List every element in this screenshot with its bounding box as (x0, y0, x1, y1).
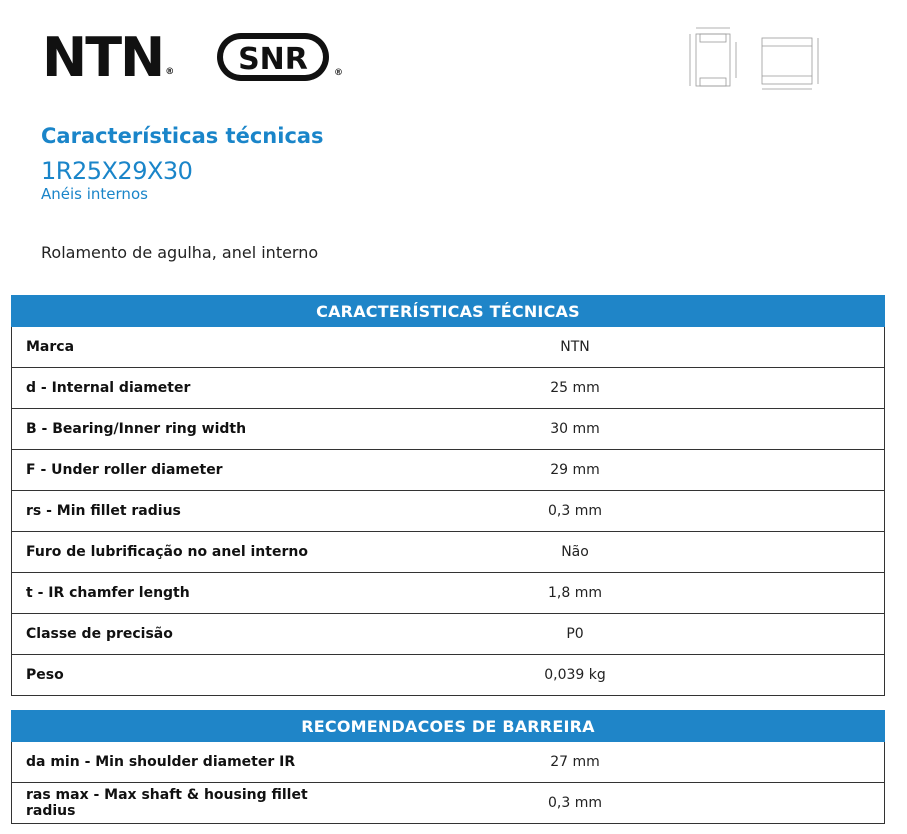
row-label: da min - Min shoulder diameter IR (12, 742, 357, 783)
row-value: Não (356, 532, 885, 573)
row-value: 1,8 mm (356, 573, 885, 614)
row-value: NTN (356, 327, 885, 368)
row-value: 27 mm (356, 742, 885, 783)
snr-logo (214, 30, 332, 84)
ntn-registered-mark: ® (165, 67, 175, 77)
row-label: Furo de lubrificação no anel interno (12, 532, 357, 573)
row-value: 25 mm (356, 368, 885, 409)
row-value: 0,039 kg (356, 655, 885, 696)
row-label: ras max - Max shaft & housing fillet radius (12, 783, 357, 824)
row-label: Classe de precisão (12, 614, 357, 655)
table-row (12, 573, 885, 614)
row-label: rs - Min fillet radius (12, 491, 357, 532)
row-value: P0 (356, 614, 885, 655)
product-category: Anéis internos (41, 185, 148, 203)
tech-specs-heading: CARACTERÍSTICAS TÉCNICAS (12, 296, 885, 327)
table-row (12, 614, 885, 655)
snr-logo-text: SNR (238, 42, 308, 77)
row-label: Marca (12, 327, 357, 368)
barrier-recommendations-table (11, 710, 885, 824)
table-row (12, 327, 885, 368)
barrier-heading: RECOMENDACOES DE BARREIRA (12, 711, 885, 742)
product-description: Rolamento de agulha, anel interno (41, 243, 319, 262)
page-title: Características técnicas (41, 124, 324, 148)
table-row (12, 783, 885, 824)
row-label: Peso (12, 655, 357, 696)
bearing-drawing-icon (684, 22, 824, 92)
ntn-logo (42, 26, 175, 100)
row-label: t - IR chamfer length (12, 573, 357, 614)
row-value: 0,3 mm (356, 491, 885, 532)
table-row (12, 532, 885, 573)
table-row (12, 491, 885, 532)
table-row (12, 450, 885, 491)
table-row (12, 368, 885, 409)
row-value: 30 mm (356, 409, 885, 450)
table-row (12, 409, 885, 450)
snr-registered-mark: ® (334, 68, 343, 78)
row-label: F - Under roller diameter (12, 450, 357, 491)
table-row (12, 742, 885, 783)
row-label: d - Internal diameter (12, 368, 357, 409)
product-code: 1R25X29X30 (41, 157, 193, 185)
row-value: 29 mm (356, 450, 885, 491)
ntn-logo-text: NTN (42, 26, 164, 89)
row-label: B - Bearing/Inner ring width (12, 409, 357, 450)
tech-specs-table (11, 295, 885, 696)
table-row (12, 655, 885, 696)
row-value: 0,3 mm (356, 783, 885, 824)
